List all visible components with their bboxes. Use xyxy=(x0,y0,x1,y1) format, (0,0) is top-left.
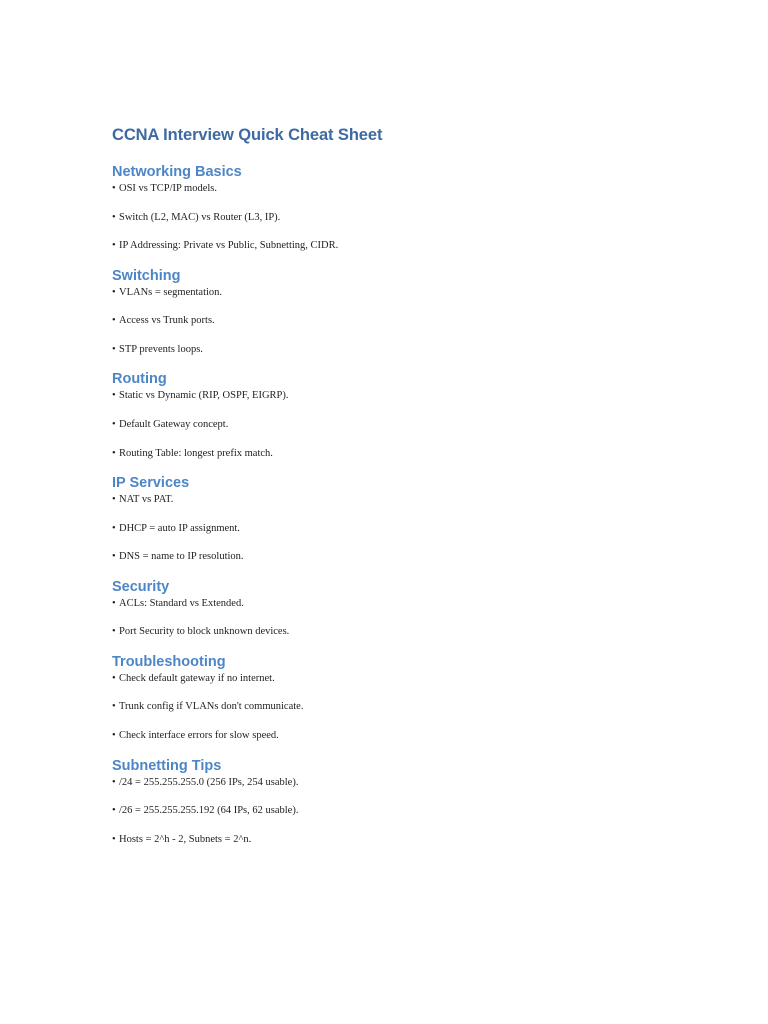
bullet-item xyxy=(112,597,732,611)
bullet-list xyxy=(112,493,732,564)
bullet-glyph: • xyxy=(112,418,116,430)
document-title: CCNA Interview Quick Cheat Sheet xyxy=(112,126,383,144)
bullet-text: /24 = 255.255.255.0 (256 IPs, 254 usable). xyxy=(119,776,299,788)
bullet-text: OSI vs TCP/IP models. xyxy=(119,183,218,194)
section-heading: IP Services xyxy=(112,475,190,492)
bullet-item xyxy=(112,804,732,818)
bullet-text: Access vs Trunk ports. xyxy=(119,315,215,327)
section-troubleshooting xyxy=(112,652,732,743)
bullet-glyph: • xyxy=(112,183,116,194)
bullet-item xyxy=(112,447,732,461)
bullet-glyph: • xyxy=(112,833,116,845)
bullet-text: STP prevents loops. xyxy=(119,343,203,355)
bullet-list xyxy=(112,672,732,743)
section-security xyxy=(112,577,732,640)
bullet-glyph: • xyxy=(112,805,116,817)
section-heading: Switching xyxy=(112,267,181,284)
section-subnetting-tips xyxy=(112,756,732,847)
bullet-item xyxy=(112,672,732,686)
section-ip-services xyxy=(112,473,732,564)
bullet-item xyxy=(112,493,732,507)
bullet-text: Trunk config if VLANs don't communicate. xyxy=(119,701,304,713)
bullet-item xyxy=(112,776,732,790)
bullet-item xyxy=(112,286,732,300)
document-page xyxy=(112,124,732,859)
bullet-glyph: • xyxy=(112,494,116,506)
bullet-glyph: • xyxy=(112,240,116,252)
bullet-glyph: • xyxy=(112,343,116,355)
bullet-item xyxy=(112,833,732,847)
bullet-item xyxy=(112,625,732,639)
section-routing xyxy=(112,369,732,460)
bullet-item xyxy=(112,729,732,743)
section-heading: Networking Basics xyxy=(112,164,242,180)
bullet-text: Check default gateway if no internet. xyxy=(119,672,275,684)
bullet-text: DNS = name to IP resolution. xyxy=(119,551,244,563)
bullet-glyph: • xyxy=(112,551,116,563)
section-heading: Subnetting Tips xyxy=(112,757,222,774)
bullet-text: NAT vs PAT. xyxy=(119,494,174,506)
bullet-item xyxy=(112,239,732,253)
section-heading: Security xyxy=(112,578,170,595)
bullet-text: Switch (L2, MAC) vs Router (L3, IP). xyxy=(119,211,281,223)
bullet-glyph: • xyxy=(112,286,116,298)
section-heading: Routing xyxy=(112,371,167,388)
bullet-list xyxy=(112,286,732,357)
bullet-text: Hosts = 2^h - 2, Subnets = 2^n. xyxy=(119,833,252,845)
bullet-text: ACLs: Standard vs Extended. xyxy=(119,597,244,609)
bullet-glyph: • xyxy=(112,626,116,638)
bullet-text: VLANs = segmentation. xyxy=(119,286,223,298)
bullet-glyph: • xyxy=(112,672,116,684)
bullet-item xyxy=(112,314,732,328)
bullet-glyph: • xyxy=(112,522,116,534)
bullet-glyph: • xyxy=(112,315,116,327)
bullet-item xyxy=(112,418,732,432)
bullet-text: Check interface errors for slow speed. xyxy=(119,730,279,742)
bullet-text: DHCP = auto IP assignment. xyxy=(119,522,240,534)
bullet-item xyxy=(112,550,732,564)
bullet-text: /26 = 255.255.255.192 (64 IPs, 62 usable). xyxy=(119,805,299,817)
bullet-text: Port Security to block unknown devices. xyxy=(119,626,290,638)
bullet-text: IP Addressing: Private vs Public, Subnetting, CIDR. xyxy=(119,240,339,252)
bullet-list xyxy=(112,182,732,253)
bullet-list xyxy=(112,389,732,460)
bullet-text: Default Gateway concept. xyxy=(119,418,229,430)
bullet-glyph: • xyxy=(112,701,116,713)
section-heading: Troubleshooting xyxy=(112,653,226,670)
bullet-list xyxy=(112,776,732,847)
bullet-item xyxy=(112,522,732,536)
bullet-glyph: • xyxy=(112,211,116,223)
bullet-item xyxy=(112,211,732,225)
bullet-item xyxy=(112,343,732,357)
bullet-text: Routing Table: longest prefix match. xyxy=(119,447,273,459)
section-switching xyxy=(112,266,732,357)
bullet-item xyxy=(112,700,732,714)
bullet-text: Static vs Dynamic (RIP, OSPF, EIGRP). xyxy=(119,390,289,402)
bullet-list xyxy=(112,597,732,640)
bullet-item xyxy=(112,182,732,196)
section-networking-basics xyxy=(112,162,732,253)
bullet-item xyxy=(112,389,732,403)
bullet-glyph: • xyxy=(112,730,116,742)
bullet-glyph: • xyxy=(112,776,116,788)
bullet-glyph: • xyxy=(112,597,116,609)
bullet-glyph: • xyxy=(112,390,116,402)
bullet-glyph: • xyxy=(112,447,116,459)
